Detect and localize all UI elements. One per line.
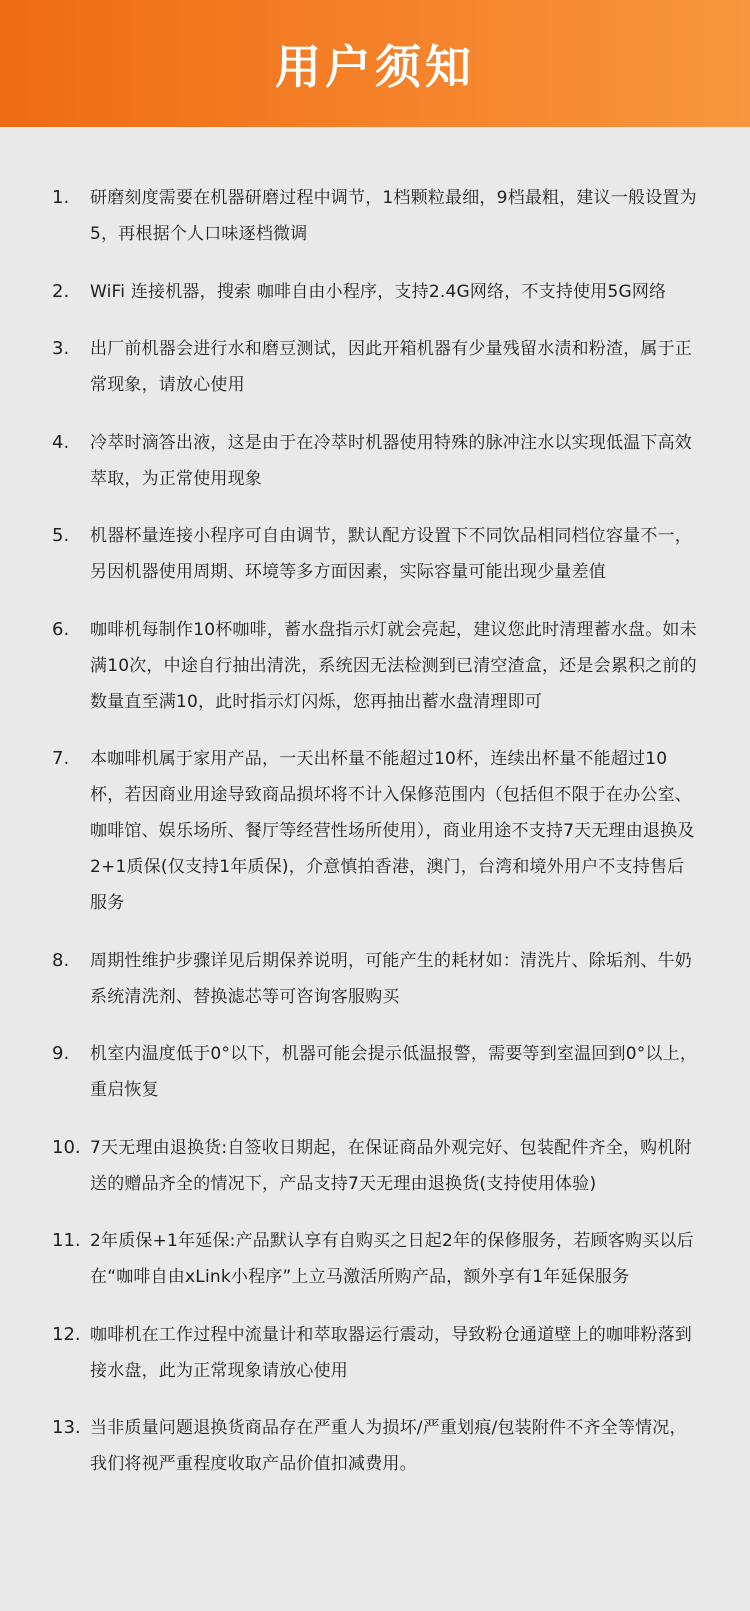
item-text: 研磨刻度需要在机器研磨过程中调节，1档颗粒最细，9档最粗，建议一般设置为5，再根据个人口味逐档微调	[90, 188, 697, 244]
item-number: 13.	[52, 1417, 81, 1438]
list-item	[52, 1223, 698, 1295]
list-item	[52, 1036, 698, 1108]
list-item	[52, 612, 698, 720]
item-text: 7天无理由退换货:自签收日期起，在保证商品外观完好、包装配件齐全，购机附送的赠品齐全的情况下，产品支持7天无理由退换货(支持使用体验)	[90, 1137, 692, 1194]
item-text: 当非质量问题退换货商品存在严重人为损坏/严重划痕/包装附件不齐全等情况，我们将视严重程度收取产品价值扣减费用。	[90, 1418, 687, 1474]
notice-list	[0, 127, 750, 1482]
item-text: 出厂前机器会进行水和磨豆测试，因此开箱机器有少量残留水渍和粉渣，属于正常现象，请放心使用	[90, 339, 692, 395]
list-item	[52, 1410, 698, 1482]
item-number: 12.	[52, 1323, 81, 1345]
item-text: 周期性维护步骤详见后期保养说明，可能产生的耗材如：清洗片、除垢剂、牛奶系统清洗剂、替换滤芯等可咨询客服购买	[90, 950, 692, 1007]
item-number: 11.	[52, 1230, 81, 1251]
list-item	[52, 1317, 698, 1389]
item-text: 机室内温度低于0°以下，机器可能会提示低温报警，需要等到室温回到0°以上，重启恢复	[90, 1044, 698, 1100]
item-number: 4.	[52, 431, 70, 453]
item-number: 2.	[52, 280, 70, 302]
item-number: 3.	[52, 338, 70, 359]
item-number: 10.	[52, 1136, 81, 1158]
item-number: 8.	[52, 949, 70, 971]
item-number: 6.	[52, 618, 70, 640]
list-item	[52, 741, 698, 921]
page-title: 用户须知	[275, 39, 475, 94]
list-item	[52, 943, 698, 1015]
list-item	[52, 331, 698, 403]
item-text: WiFi 连接机器，搜索 咖啡自由小程序，支持2.4G网络，不支持使用5G网络	[90, 281, 667, 302]
title-banner	[0, 0, 750, 127]
item-text: 咖啡机在工作过程中流量计和萃取器运行震动，导致粉仓通道壁上的咖啡粉落到接水盘，此为正常现象请放心使用	[90, 1324, 692, 1381]
list-item	[52, 425, 698, 497]
item-number: 1.	[52, 187, 70, 208]
item-number: 5.	[52, 525, 70, 546]
list-item	[52, 1130, 698, 1202]
item-text: 本咖啡机属于家用产品，一天出杯量不能超过10杯，连续出杯量不能超过10杯，若因商业用途导致商品损坏将不计入保修范围内（包括但不限于在办公室、咖啡馆、娱乐场所、餐厅等经营性场所使用），商业用途不支持7天无理由退换及2+1质保(仅支持1年质保)，介意慎拍香港，澳门，台湾和境外用户不支持售后服务	[90, 749, 695, 913]
list-item	[52, 180, 698, 252]
item-text: 咖啡机每制作10杯咖啡，蓄水盘指示灯就会亮起，建议您此时清理蓄水盘。如未满10次，中途自行抽出清洗，系统因无法检测到已清空渣盒，还是会累积之前的数量直至满10，此时指示灯闪烁，您再抽出蓄水盘清理即可	[90, 619, 697, 712]
item-text: 2年质保+1年延保:产品默认享有自购买之日起2年的保修服务，若顾客购买以后在“咖啡自由xLink小程序”上立马激活所购产品，额外享有1年延保服务	[90, 1231, 694, 1287]
item-number: 9.	[52, 1043, 70, 1064]
item-text: 机器杯量连接小程序可自由调节，默认配方设置下不同饮品相同档位容量不一，另因机器使用周期、环境等多方面因素，实际容量可能出现少量差值	[90, 526, 692, 582]
item-number: 7.	[52, 748, 70, 769]
list-item	[52, 274, 698, 310]
item-text: 冷萃时滴答出液，这是由于在冷萃时机器使用特殊的脉冲注水以实现低温下高效萃取，为正常使用现象	[90, 432, 692, 489]
list-item	[52, 518, 698, 590]
